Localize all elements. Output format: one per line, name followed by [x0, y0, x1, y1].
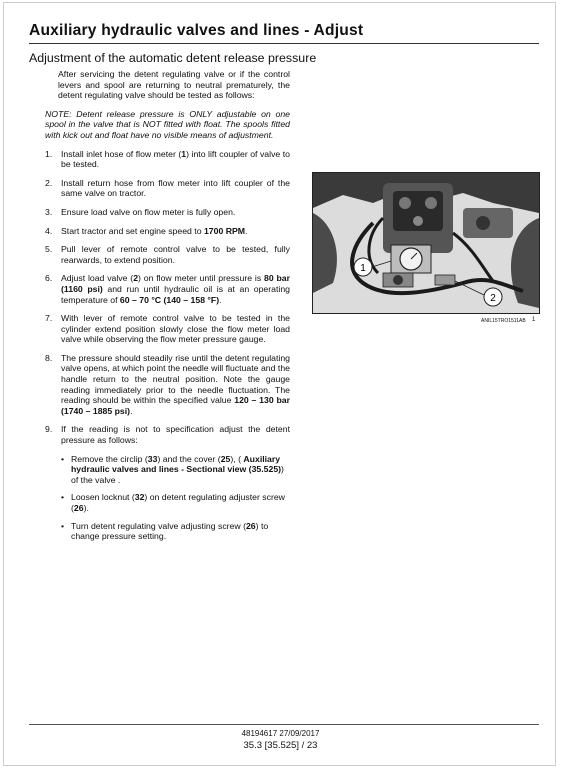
step-number: 5. [45, 244, 53, 255]
specified-pressure-value: 120 – 130 bar (1740 – 1885 psi) [61, 395, 290, 416]
flow-meter-photo [312, 172, 540, 314]
step-number: 4. [45, 225, 53, 236]
step-number: 1. [45, 148, 53, 159]
title-divider [29, 43, 539, 44]
note-paragraph: NOTE: Detent release pressure is ONLY adjustable on one spool in the valve that is NOT fitted with float. The spools fitted with kick out and float have no visible means of adjustment. [45, 108, 290, 140]
bullet-icon: • [61, 492, 65, 503]
callout-ref: 2 [133, 273, 139, 284]
step-5: 5. Pull lever of remote control valve to be tested, fully rearwards, to extend position. [45, 244, 290, 265]
step-number: 8. [45, 352, 53, 363]
section-heading: Adjustment of the automatic detent release pressure [29, 51, 317, 65]
callout-ref: 1 [181, 148, 187, 159]
engine-speed-value: 1700 RPM [203, 225, 245, 236]
step-number: 2. [45, 177, 53, 188]
step-7: 7. With lever of remote control valve to be tested in the cylinder extend position slowly close the flow meter load valve while observing the flow meter pressure gauge. [45, 313, 290, 345]
pressure-value: 80 bar (1160 psi) [61, 273, 290, 294]
figure-image-id: ANIL15TRO1511AB [481, 318, 526, 324]
step-2: 2. Install return hose from flow meter into lift coupler of the same valve on tractor. [45, 177, 290, 199]
footer-divider [29, 724, 539, 725]
sub-steps-list [61, 454, 290, 542]
cross-reference-link[interactable]: Auxiliary hydraulic valves and lines - Sectional view (35.525) [71, 453, 282, 475]
callout-2-label: 2 [490, 293, 496, 304]
temperature-value: 60 – 70 °C (140 – 158 °F) [119, 294, 220, 305]
step-4: 4. Start tractor and set engine speed to 1700 RPM. [45, 225, 248, 236]
step-6: 6. Adjust load valve (2) on flow meter until pressure is 80 bar (1160 psi) and run until hydraulic oil is at an operating temperature of 60 – 70 °C (140 – 158 °F). [45, 273, 290, 305]
figure-number: 1 [532, 317, 536, 323]
sub-step-remove-cover: • Remove the circlip (33) and the cover (25), ( Auxiliary hydraulic valves and lines - Sectional view (35.525)) of the valve . [61, 453, 284, 485]
step-number: 3. [45, 206, 53, 217]
sub-step-loosen-locknut: • Loosen locknut (32) on detent regulating adjuster screw (26). [61, 492, 285, 513]
step-9: 9. If the reading is not to specification adjust the detent pressure as follows: • Remove the circlip (33) and the cover (25), ( Auxiliary hydraulic valves and lines - Sectional view (35.525)) of the valve . • Loosen locknut (32) on detent regulating adjuster screw (26). • Turn detent regulating valve adjusting screw (26) to change pressure setting. [45, 424, 290, 542]
bullet-icon: • [61, 520, 65, 531]
flow-meter-illustration [313, 173, 539, 313]
step-3: 3. Ensure load valve on flow meter is fully open. [45, 206, 236, 217]
page-title: Auxiliary hydraulic valves and lines - Adjust [29, 22, 364, 39]
sub-step-turn-screw: • Turn detent regulating valve adjusting screw (26) to change pressure setting. [61, 520, 269, 542]
callout-1-label: 1 [360, 263, 366, 274]
bullet-icon: • [61, 453, 65, 464]
document-reference: 48194617 27/09/2017 [241, 729, 320, 738]
step-number: 7. [45, 313, 53, 324]
page-number: 35.3 [35.525] / 23 [243, 740, 318, 751]
intro-paragraph: After servicing the detent regulating valve or if the control levers and spool are returning to neutral prematurely, the detent regulating valve should be tested as follows: [58, 69, 290, 101]
step-number: 9. [45, 424, 53, 435]
steps-list [45, 149, 290, 542]
step-1: 1. Install inlet hose of flow meter (1) into lift coupler of valve to be tested. [45, 148, 290, 170]
step-8: 8. The pressure should steadily rise until the detent regulating valve opens, at which point the needle will fluctuate and the handle return to the neutral position. Note the gauge reading immediately prior to the needle fluctuation. The reading should be within the specified value 120 – 130 bar (1740 – 1885 psi). [45, 352, 290, 416]
procedure-column [45, 69, 290, 550]
step-number: 6. [45, 273, 53, 284]
